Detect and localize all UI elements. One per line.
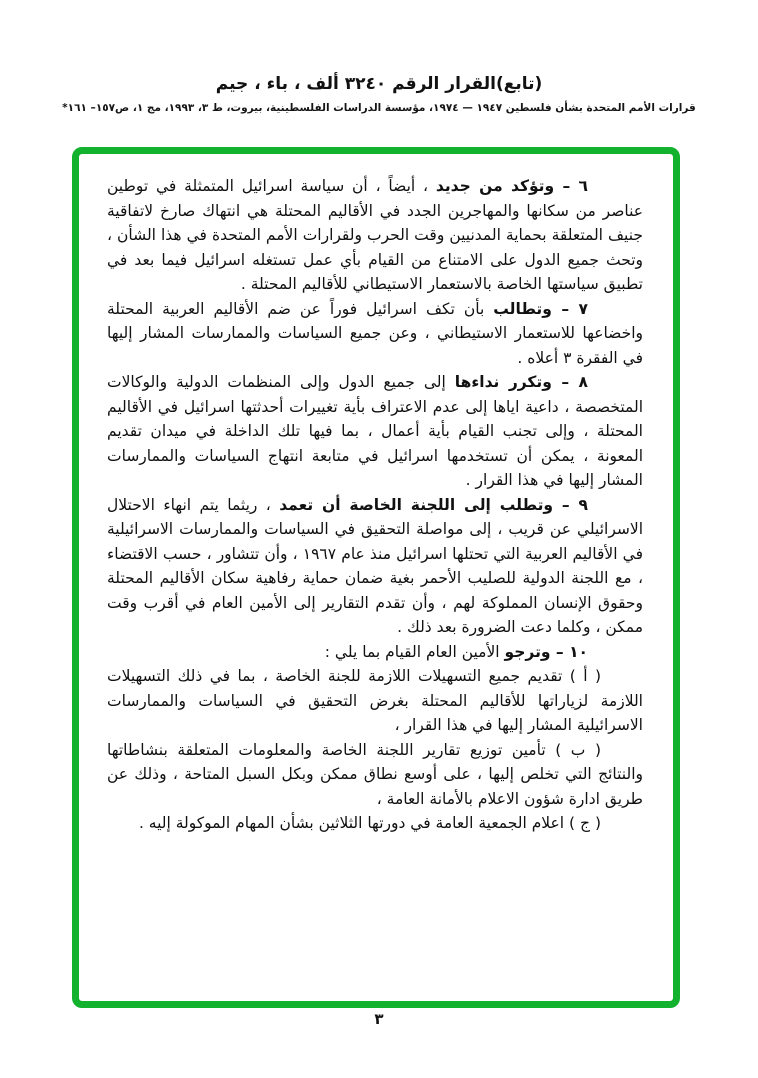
resolution-body bbox=[107, 174, 643, 836]
page-title: (تابع)القرار الرقم ٣٢٤٠ ألف ، باء ، جيم bbox=[215, 74, 543, 94]
paragraph-clause-10-a bbox=[107, 664, 643, 738]
clause-6-text: ، أيضاً ، أن سياسة اسرائيل المتمثلة في توطين عناصر من سكانها والمهاجرين الجدد في الأقاليم المحتلة هي انتهاك صارخ لاتفاقية جنيف المتعلقة بحماية المدنيين وقت الحرب ولقرارات الأمم المتحدة في هذا الشأن ، وتحث جميع الدول على الامتناع من القيام بأي عمل تستغله اسرائيل فيما بعد في تطبيق سياستها الخاصة بالاستعمار الاستيطاني للأقاليم المحتلة . bbox=[107, 177, 643, 293]
clause-10-b-text: ( ب ) تأمين توزيع تقارير اللجنة الخاصة والمعلومات المتعلقة بنشاطاتها والنتائج التي تخلص إليها ، على أوسع نطاق ممكن وبكل السبل المتاحة ، وذلك عن طريق ادارة شؤون الاعلام بالأمانة العامة ، bbox=[107, 740, 643, 808]
source-citation: قرارات الأمم المتحدة بشأن فلسطين ١٩٤٧ — ١٩٧٤، مؤسسة الدراسات الفلسطينية، بيروت، ط ٣، ١٩٩٣، مج ١، ص١٥٧– ١٦١* bbox=[62, 102, 696, 114]
clause-8-text: إلى جميع الدول وإلى المنظمات الدولية والوكالات المتخصصة ، داعية اياها إلى عدم الاعتراف بأية تغييرات أحدثتها اسرائيل في الأقاليم المحتلة ، وإلى تجنب القيام بأية أعمال ، بما فيها تلك الداخلة في ميدان تقديم المعونة ، يمكن أن تستخدمها اسرائيل في متابعة انتهاج السياسات والممارسات المشار إليها في هذا القرار . bbox=[107, 373, 643, 489]
page-number: ٣ bbox=[374, 1010, 384, 1028]
clause-6-lead: ٦ – وتؤكد من جديد bbox=[435, 177, 588, 195]
clause-10-a-text: ( أ ) تقديم جميع التسهيلات اللازمة للجنة الخاصة ، بما في ذلك التسهيلات اللازمة لزياراتها للأقاليم المحتلة بغرض التحقيق في السياسات والممارسات الاسرائيلية المشار إليها في هذا القرار ، bbox=[107, 667, 643, 734]
paragraph-clause-8 bbox=[107, 370, 643, 493]
paragraph-clause-7 bbox=[107, 297, 643, 371]
paragraph-clause-10-c bbox=[107, 811, 643, 836]
clause-10-lead: ١٠ – وترجو bbox=[504, 642, 588, 661]
clause-10-text: الأمين العام القيام بما يلي : bbox=[324, 642, 505, 661]
paragraph-clause-10 bbox=[107, 640, 643, 665]
clause-9-text: ، ريثما يتم انهاء الاحتلال الاسرائيلي عن قريب ، إلى مواصلة التحقيق في السياسات والممارسات الاسرائيلية في الأقاليم العربية التي تحتلها اسرائيل منذ عام ١٩٦٧ ، وأن تتشاور ، حسب الاقتضاء ، مع اللجنة الدولية للصليب الأحمر بغية ضمان حماية رفاهية سكان الأقاليم المحتلة وحقوق الإنسان المملوكة لهم ، وأن تقدم التقارير إلى الأمين العام في أقرب وقت ممكن ، وكلما دعت الضرورة بعد ذلك . bbox=[107, 495, 643, 636]
paragraph-clause-9 bbox=[107, 493, 643, 640]
clause-10-c-text: ( ج ) اعلام الجمعية العامة في دورتها الثلاثين بشأن المهام الموكولة إليه . bbox=[138, 814, 601, 832]
clause-9-lead: ٩ – وتطلب إلى اللجنة الخاصة أن تعمد bbox=[279, 495, 589, 514]
paragraph-clause-6 bbox=[107, 174, 643, 297]
paragraph-clause-10-b bbox=[107, 738, 643, 812]
clause-7-text: بأن تكف اسرائيل فوراً عن ضم الأقاليم العربية المحتلة واخضاعها للاستعمار الاستيطاني ، وعن جميع السياسات والممارسات المشار إليها في الفقرة ٣ أعلاه . bbox=[107, 299, 643, 367]
clause-8-lead: ٨ – وتكرر نداءها bbox=[454, 373, 588, 391]
resolution-text-frame bbox=[72, 147, 680, 1008]
clause-7-lead: ٧ – وتطالب bbox=[493, 299, 588, 318]
